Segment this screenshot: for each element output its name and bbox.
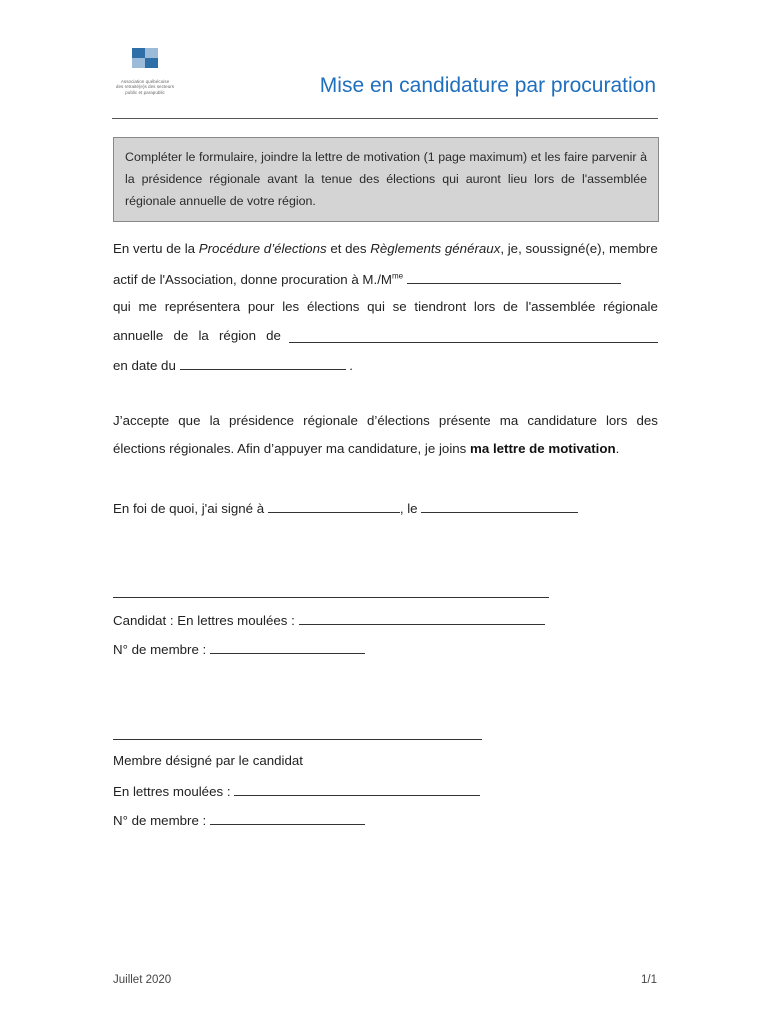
title-divider [112,118,658,119]
para1-word: pour [247,299,275,314]
signed-date-field[interactable] [421,499,578,513]
footer-page-number: 1/1 [641,974,657,986]
para1-word: qui [367,299,385,314]
para2-word: régionale [303,413,358,428]
proxy-name-field[interactable] [407,270,621,284]
para2-word: ma [499,413,519,428]
para1-word: la [198,328,209,343]
candidate-name-line: Candidat : En lettres moulées : [113,611,545,628]
designee-member-number-field[interactable] [210,811,365,825]
para1-word: les [282,299,300,314]
signed-line: En foi de quoi, j'ai signé à , le [113,499,578,516]
designee-name-line: En lettres moulées : [113,782,480,799]
para1-word: région [219,328,256,343]
para2-word: des [636,413,658,428]
para1-word: annuelle [113,328,164,343]
aqrp-logo-icon [130,46,160,70]
para1-word: tiendront [414,299,467,314]
para1-line5: en date du . [113,358,353,373]
designee-signature-line[interactable] [113,739,482,740]
logo-text: Association québécoise des retraité(e)s des secteurs public et parapublic [115,79,175,95]
para1-word: de [503,299,518,314]
para2-word: que [178,413,201,428]
para1-word: élections [306,299,360,314]
designee-member-line: N° de membre : [113,811,365,828]
para2-line1 [113,413,658,428]
para1-line4 [113,328,658,343]
page-title: Mise en candidature par procuration [319,74,656,97]
para1-word: de [173,328,189,343]
motivation-letter-highlight: ma lettre de motivation [470,441,616,456]
para1-word: me [138,299,157,314]
region-field[interactable] [289,329,658,343]
para1-line1: En vertu de la Procédure d’élections et des Règlements généraux, je, soussigné(e), membre [113,241,658,256]
para2-word: présente [438,413,491,428]
designee-title: Membre désigné par le candidat [113,753,303,768]
para1-line3 [113,299,658,314]
para1-word: qui [113,299,131,314]
para2-word: lors [605,413,628,428]
para1-word: se [392,299,407,314]
candidate-member-line: N° de membre : [113,640,365,657]
para1-word: représentera [164,299,241,314]
logo [112,46,178,95]
para2-word: d’élections [366,413,430,428]
para1-word: l'assemblée [525,299,596,314]
date-field[interactable] [180,356,346,370]
para1-word: lors [473,299,496,314]
candidate-name-field[interactable] [299,611,545,625]
para2-word: J’accepte [113,413,170,428]
signed-place-field[interactable] [268,499,400,513]
candidate-member-number-field[interactable] [210,640,365,654]
para2-word: présidence [229,413,295,428]
designee-name-field[interactable] [234,782,480,796]
para2-line2: élections régionales. Afin d’appuyer ma candidature, je joins ma lettre de motivation. [113,441,620,456]
para2-word: candidature [527,413,597,428]
para1-word: régionale [603,299,658,314]
para2-word: la [209,413,220,428]
candidate-signature-line[interactable] [113,597,549,598]
footer-date: Juillet 2020 [113,974,172,986]
para1-word: de [266,328,281,343]
para1-line2: actif de l'Association, donne procuration à $M./M^{me}$ [113,270,621,287]
instructions-box: Compléter le formulaire, joindre la lettre de motivation (1 page maximum) et les faire parvenir à la présidence régionale avant la tenue des élections qui auront lieu lors de l'assemblée régionale annuelle de votre région. [113,137,659,222]
